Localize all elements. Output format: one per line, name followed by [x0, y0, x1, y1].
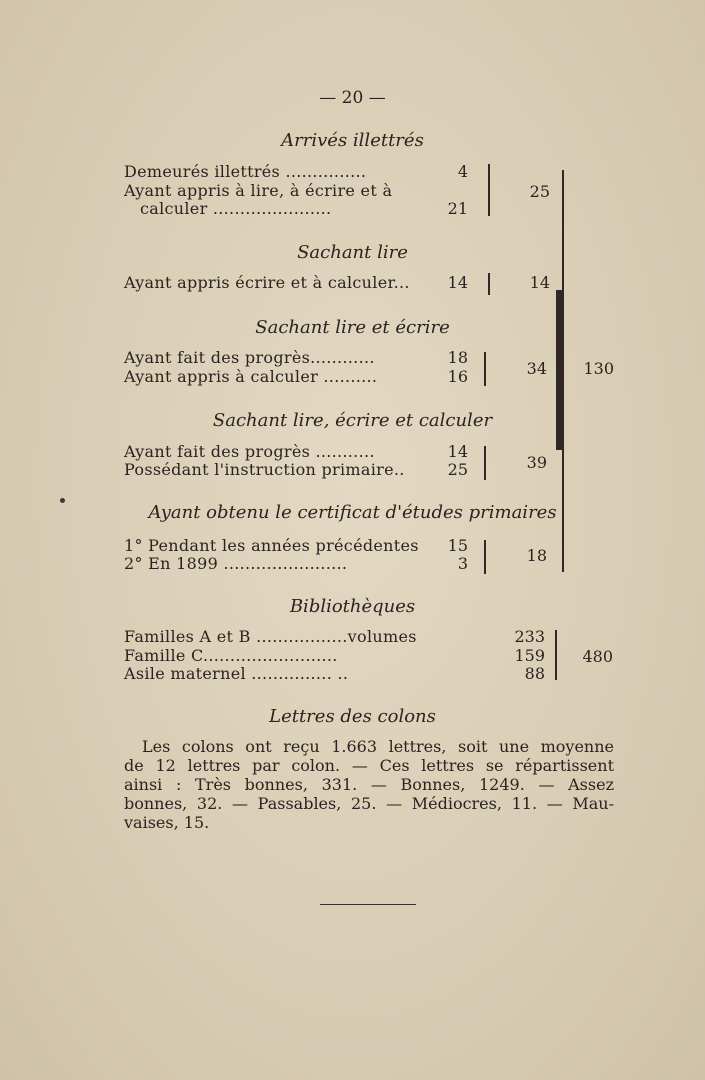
row-label: Ayant fait des progrès............	[124, 348, 375, 367]
section-heading-arrives-illettres: Arrivés illettrés	[281, 130, 424, 151]
row-value: 3	[457, 554, 468, 573]
bibliotheques-total: 480	[582, 647, 613, 666]
row-value: 15	[447, 536, 468, 555]
subtotal-value: 14	[529, 273, 550, 292]
subtotal-value: 34	[526, 359, 547, 378]
row-label: Asile maternel ............... ..	[124, 664, 349, 683]
row-value: 159	[514, 646, 545, 665]
brace-line	[488, 273, 490, 295]
paragraph-line: ainsi : Très bonnes, 331. — Bonnes, 1249. — Assez	[124, 775, 614, 794]
brace-line	[484, 446, 486, 480]
row-label: Ayant appris écrire et à calculer...	[124, 273, 410, 292]
grand-brace-thick	[556, 290, 562, 450]
lettres-paragraph	[124, 737, 614, 832]
section-heading-sachant-lire: Sachant lire	[297, 242, 408, 263]
row-label: Famille C.........................	[124, 646, 338, 665]
grand-brace-line	[562, 170, 564, 572]
row-label: 2° En 1899 .......................	[124, 554, 348, 573]
brace-line	[484, 352, 486, 386]
row-value: 233	[514, 627, 545, 646]
row-value: 21	[447, 199, 468, 218]
brace-line	[555, 630, 557, 680]
row-value: 14	[447, 273, 468, 292]
row-value: 88	[524, 664, 545, 683]
page-number: — 20 —	[319, 88, 386, 108]
row-label: Familles A et B .................volumes	[124, 627, 417, 646]
section-heading-certificat: Ayant obtenu le certificat d'études primaires	[148, 502, 557, 523]
ink-spot	[60, 498, 65, 503]
closing-rule	[320, 904, 416, 905]
row-value: 16	[447, 367, 468, 386]
section-heading-sachant-lire-et-ecrire: Sachant lire et écrire	[255, 317, 450, 338]
section-heading-bibliotheques: Bibliothèques	[289, 596, 416, 617]
paragraph-line: de 12 lettres par colon. — Ces lettres se répartissent	[124, 756, 614, 775]
paragraph-line: vaises, 15.	[124, 813, 210, 832]
brace-line	[484, 540, 486, 574]
row-label: 1° Pendant les années précédentes	[124, 536, 419, 555]
paragraph-line: Les colons ont reçu 1.663 lettres, soit une moyenne	[142, 737, 614, 756]
subtotal-value: 25	[529, 182, 550, 201]
subtotal-value: 18	[526, 546, 547, 565]
paragraph-line: bonnes, 32. — Passables, 25. — Médiocres, 11. — Mau-	[124, 794, 614, 813]
row-value: 18	[447, 348, 468, 367]
row-label: Possédant l'instruction primaire..	[124, 460, 405, 479]
subtotal-value: 39	[526, 453, 547, 472]
row-value: 14	[447, 442, 468, 461]
grand-total-value: 130	[583, 359, 614, 378]
row-label: Ayant fait des progrès ...........	[124, 442, 375, 461]
row-value: 25	[447, 460, 468, 479]
brace-line	[488, 164, 490, 216]
row-label: Demeurés illettrés ...............	[124, 162, 367, 181]
section-heading-lettres: Lettres des colons	[269, 706, 436, 727]
row-value: 4	[457, 162, 468, 181]
row-label: Ayant appris à lire, à écrire et à	[124, 181, 393, 200]
row-label: Ayant appris à calculer ..........	[124, 367, 378, 386]
section-heading-sachant-lire-ecrire-calculer: Sachant lire, écrire et calculer	[212, 410, 493, 431]
row-label: calculer ......................	[140, 199, 332, 218]
